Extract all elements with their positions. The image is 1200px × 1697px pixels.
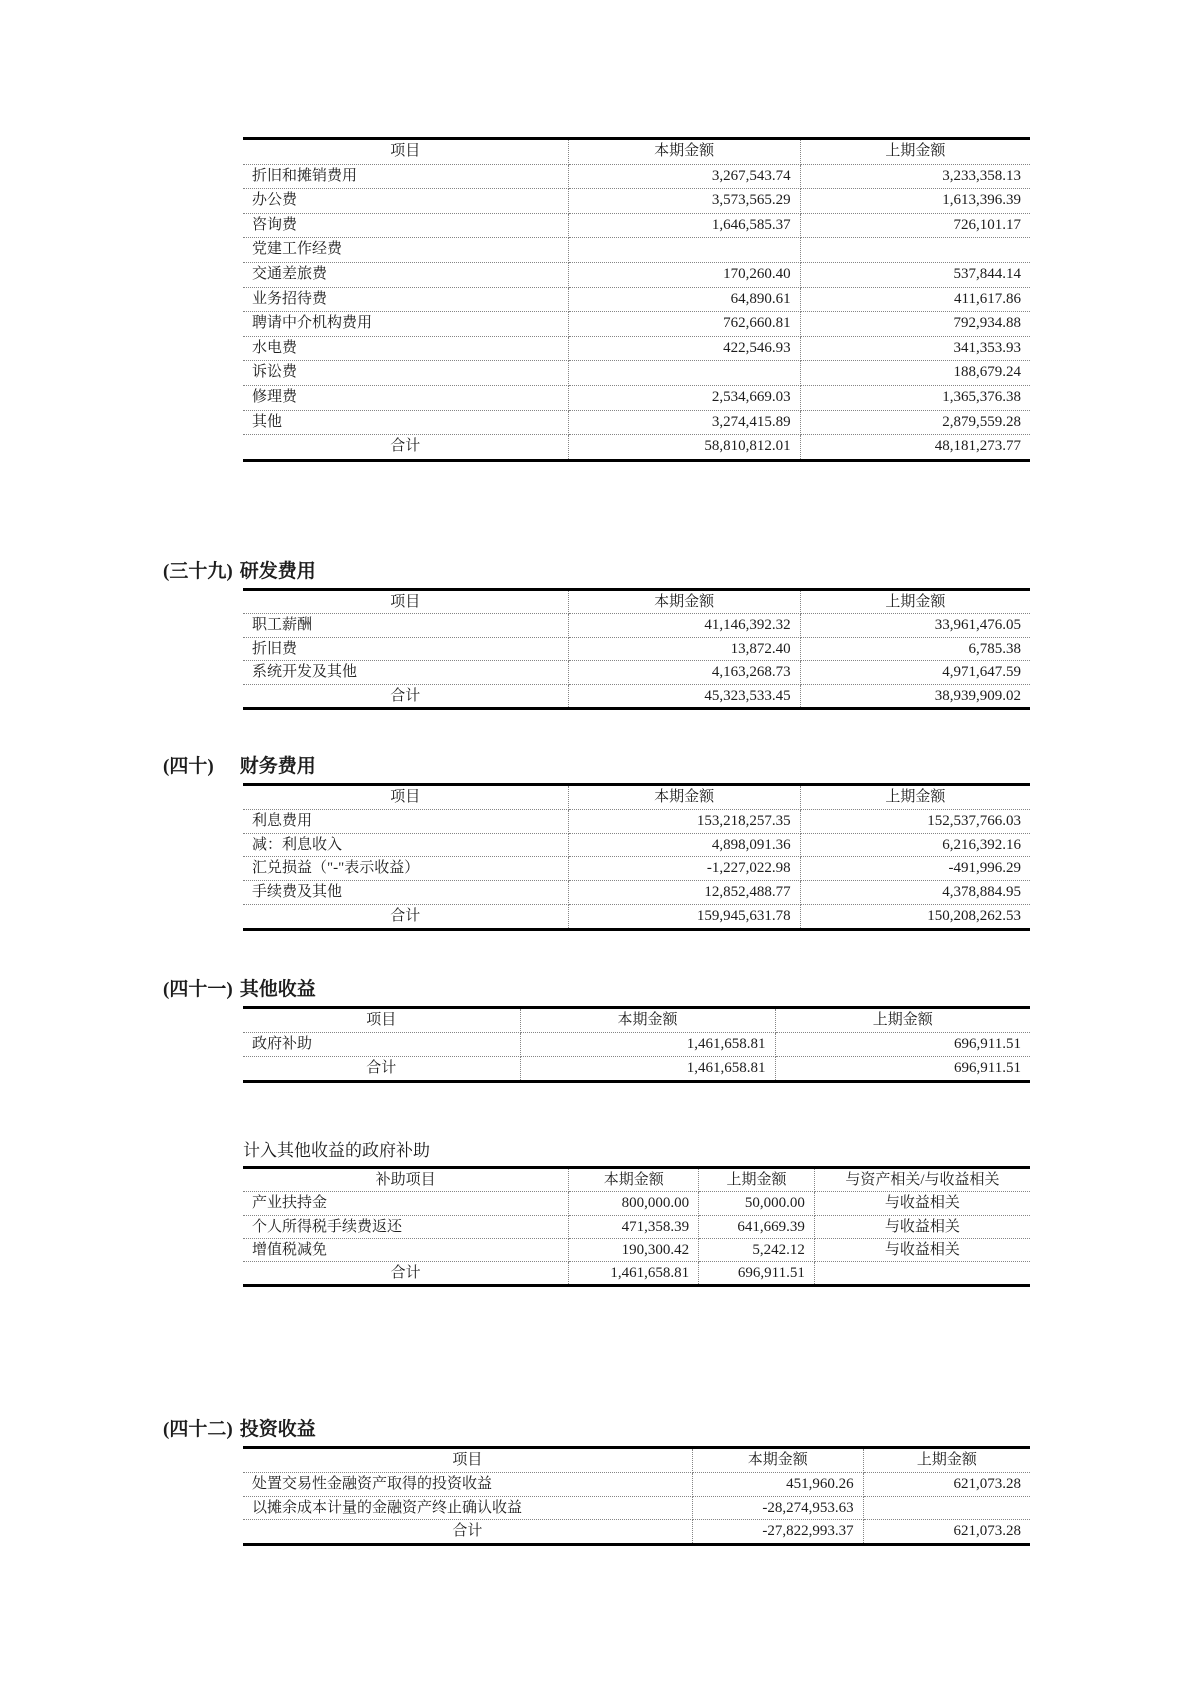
table-cell: 其他 — [243, 410, 568, 435]
header-row — [243, 1008, 1030, 1033]
table-cell: 1,365,376.38 — [800, 385, 1030, 410]
total-cell: 合计 — [243, 435, 568, 461]
section-42-heading — [163, 1414, 316, 1441]
total-row — [243, 1520, 1030, 1545]
total-cell: 58,810,812.01 — [568, 435, 800, 461]
table-row — [243, 881, 1030, 905]
header-row — [243, 1448, 1030, 1473]
table-cell: 152,537,766.03 — [800, 809, 1030, 833]
table-cell: 水电费 — [243, 336, 568, 361]
table-row — [243, 336, 1030, 361]
column-header: 本期金额 — [568, 139, 800, 165]
table-cell: 33,961,476.05 — [800, 614, 1030, 637]
header-row — [243, 590, 1030, 614]
table-cell: -1,227,022.98 — [568, 857, 800, 881]
table-row — [243, 614, 1030, 637]
table-row — [243, 661, 1030, 684]
total-cell: 159,945,631.78 — [568, 904, 800, 929]
total-cell: 150,208,262.53 — [927, 907, 1021, 924]
column-header: 上期金额 — [800, 139, 1030, 165]
section-41-title: 其他收益 — [239, 979, 316, 1000]
table-cell: 41,146,392.32 — [568, 614, 800, 637]
table-cell: -28,274,953.63 — [692, 1496, 863, 1520]
table-row — [243, 262, 1030, 287]
column-header: 本期金额 — [568, 785, 800, 810]
column-header: 项目 — [243, 590, 568, 614]
section-42-number: (四十二) — [163, 1419, 233, 1440]
table-cell: 与收益相关 — [814, 1192, 1030, 1215]
total-row — [243, 1262, 1030, 1286]
table-cell: 咨询费 — [243, 213, 568, 238]
column-header: 上期金额 — [699, 1168, 815, 1192]
table-row — [243, 637, 1030, 660]
table-cell: 减：利息收入 — [243, 833, 568, 857]
table-cell — [568, 361, 800, 386]
column-header: 上期金额 — [775, 1008, 1030, 1033]
total-cell — [814, 1262, 1030, 1286]
table-row — [243, 410, 1030, 435]
table-cell: 6,216,392.16 — [800, 833, 1030, 857]
table-cell: 利息费用 — [243, 809, 568, 833]
table-row — [243, 189, 1030, 214]
total-cell: -27,822,993.37 — [692, 1520, 863, 1545]
rd-expense-table — [243, 588, 1030, 710]
table-cell: 以摊余成本计量的金融资产终止确认收益 — [243, 1496, 692, 1520]
total-cell: 1,461,658.81 — [520, 1057, 775, 1082]
total-cell: 合计 — [243, 904, 568, 929]
total-row — [243, 435, 1030, 461]
column-header: 项目 — [243, 1448, 692, 1473]
column-header: 与资产相关/与收益相关 — [814, 1168, 1030, 1192]
table-cell: 190,300.42 — [569, 1238, 699, 1261]
total-cell: 1,461,658.81 — [569, 1262, 699, 1286]
table-cell: 党建工作经费 — [243, 238, 568, 263]
table-cell: 800,000.00 — [569, 1192, 699, 1215]
header-row — [243, 1168, 1030, 1192]
table-cell: 762,660.81 — [568, 312, 800, 337]
column-header: 项目 — [243, 1008, 520, 1033]
header-row — [243, 139, 1030, 165]
table-cell: 153,218,257.35 — [568, 809, 800, 833]
table-cell: 188,679.24 — [800, 361, 1030, 386]
table-cell: 手续费及其他 — [243, 881, 568, 905]
table-cell: 1,461,658.81 — [520, 1033, 775, 1057]
total-cell: 合计 — [243, 1057, 520, 1082]
column-header: 项目 — [243, 139, 568, 165]
column-header: 项目 — [243, 785, 568, 810]
table-cell: 792,934.88 — [800, 312, 1030, 337]
table-cell: 3,267,543.74 — [568, 164, 800, 189]
total-cell: 45,323,533.45 — [568, 684, 800, 708]
table-cell — [800, 238, 1030, 263]
table-cell: 6,785.38 — [800, 637, 1030, 660]
table-cell: 政府补助 — [243, 1033, 520, 1057]
table-row — [243, 809, 1030, 833]
table-cell — [568, 238, 800, 263]
table-cell: 处置交易性金融资产取得的投资收益 — [243, 1472, 692, 1496]
table-cell: 增值税减免 — [243, 1238, 569, 1261]
total-cell: 合计 — [243, 1520, 692, 1545]
table-cell: 621,073.28 — [863, 1472, 1030, 1496]
table-cell: 产业扶持金 — [243, 1192, 569, 1215]
table-cell: 折旧和摊销费用 — [243, 164, 568, 189]
section-41-heading — [163, 974, 316, 1001]
column-header: 本期金额 — [692, 1448, 863, 1473]
table-cell: 与收益相关 — [814, 1238, 1030, 1261]
section-40-heading — [163, 751, 316, 778]
table-cell: 422,546.93 — [568, 336, 800, 361]
table-cell: 2,879,559.28 — [800, 410, 1030, 435]
total-cell: 38,939,909.02 — [934, 687, 1021, 704]
table-row — [243, 312, 1030, 337]
table-cell: 3,573,565.29 — [568, 189, 800, 214]
table-cell: 5,242.12 — [699, 1238, 815, 1261]
column-header: 本期金额 — [569, 1168, 699, 1192]
table-row — [243, 1238, 1030, 1261]
table-cell: 50,000.00 — [699, 1192, 815, 1215]
table-cell: 系统开发及其他 — [243, 661, 568, 684]
table-cell: 4,163,268.73 — [568, 661, 800, 684]
table-cell: 1,646,585.37 — [568, 213, 800, 238]
expense-detail-table — [243, 137, 1030, 462]
total-row — [243, 684, 1030, 708]
table-cell: 641,669.39 — [699, 1215, 815, 1238]
column-header: 上期金额 — [800, 590, 1030, 614]
investment-income-table — [243, 1446, 1030, 1546]
table-cell: 与收益相关 — [814, 1215, 1030, 1238]
table-row — [243, 385, 1030, 410]
section-41-number: (四十一) — [163, 979, 233, 1000]
table-row — [243, 1192, 1030, 1215]
other-income-table — [243, 1006, 1030, 1083]
table-row — [243, 287, 1030, 312]
table-row — [243, 1496, 1030, 1520]
table-row — [243, 361, 1030, 386]
section-39-heading — [163, 556, 316, 583]
header-row — [243, 785, 1030, 810]
section-39-number: (三十九) — [163, 561, 233, 582]
section-40-title: 财务费用 — [239, 756, 316, 777]
table-cell: 4,971,647.59 — [800, 661, 1030, 684]
table-cell: 170,260.40 — [568, 262, 800, 287]
column-header: 上期金额 — [863, 1448, 1030, 1473]
column-header: 上期金额 — [800, 785, 1030, 810]
table-cell: 471,358.39 — [569, 1215, 699, 1238]
gov-grants-table — [243, 1166, 1030, 1287]
table-cell: 12,852,488.77 — [568, 881, 800, 905]
column-header: 本期金额 — [520, 1008, 775, 1033]
total-cell: 696,911.51 — [954, 1060, 1021, 1076]
table-row — [243, 1215, 1030, 1238]
table-cell: 折旧费 — [243, 637, 568, 660]
table-row — [243, 238, 1030, 263]
table-cell: 13,872.40 — [568, 637, 800, 660]
table-cell: 451,960.26 — [692, 1472, 863, 1496]
table-cell: 2,534,669.03 — [568, 385, 800, 410]
table-cell: 3,233,358.13 — [800, 164, 1030, 189]
total-cell: 621,073.28 — [953, 1523, 1021, 1540]
column-header: 本期金额 — [568, 590, 800, 614]
table-cell: 696,911.51 — [775, 1033, 1030, 1057]
table-cell: 3,274,415.89 — [568, 410, 800, 435]
table-cell: 4,898,091.36 — [568, 833, 800, 857]
table-cell: 汇兑损益（"-"表示收益） — [243, 857, 568, 881]
finance-expense-table — [243, 783, 1030, 931]
table-cell: 411,617.86 — [800, 287, 1030, 312]
total-cell: 合计 — [243, 1262, 569, 1286]
table-cell: 业务招待费 — [243, 287, 568, 312]
section-39-title: 研发费用 — [239, 561, 316, 582]
section-40-number: (四十) — [163, 756, 214, 777]
total-cell: 696,911.51 — [699, 1262, 815, 1286]
table-cell: 1,613,396.39 — [800, 189, 1030, 214]
total-row — [243, 1057, 1030, 1082]
table-cell: 537,844.14 — [800, 262, 1030, 287]
table-cell: 职工薪酬 — [243, 614, 568, 637]
total-cell: 合计 — [243, 684, 568, 708]
section-42-title: 投资收益 — [239, 1419, 316, 1440]
total-row — [243, 904, 1030, 929]
table-cell: 聘请中介机构费用 — [243, 312, 568, 337]
table-cell: 个人所得税手续费返还 — [243, 1215, 569, 1238]
column-header: 补助项目 — [243, 1168, 569, 1192]
table-row — [243, 857, 1030, 881]
table-cell: 办公费 — [243, 189, 568, 214]
table-row — [243, 213, 1030, 238]
table-cell: 341,353.93 — [800, 336, 1030, 361]
table-cell — [863, 1496, 1030, 1520]
table-cell: 4,378,884.95 — [800, 881, 1030, 905]
total-cell: 48,181,273.77 — [934, 438, 1021, 455]
table-cell: -491,996.29 — [800, 857, 1030, 881]
table-cell: 64,890.61 — [568, 287, 800, 312]
table-row — [243, 1472, 1030, 1496]
table-row — [243, 833, 1030, 857]
table-cell: 交通差旅费 — [243, 262, 568, 287]
table-row — [243, 164, 1030, 189]
table-cell: 726,101.17 — [800, 213, 1030, 238]
table-cell: 修理费 — [243, 385, 568, 410]
table-cell: 诉讼费 — [243, 361, 568, 386]
gov-grants-subheading: 计入其他收益的政府补助 — [243, 1141, 430, 1160]
table-row — [243, 1033, 1030, 1057]
